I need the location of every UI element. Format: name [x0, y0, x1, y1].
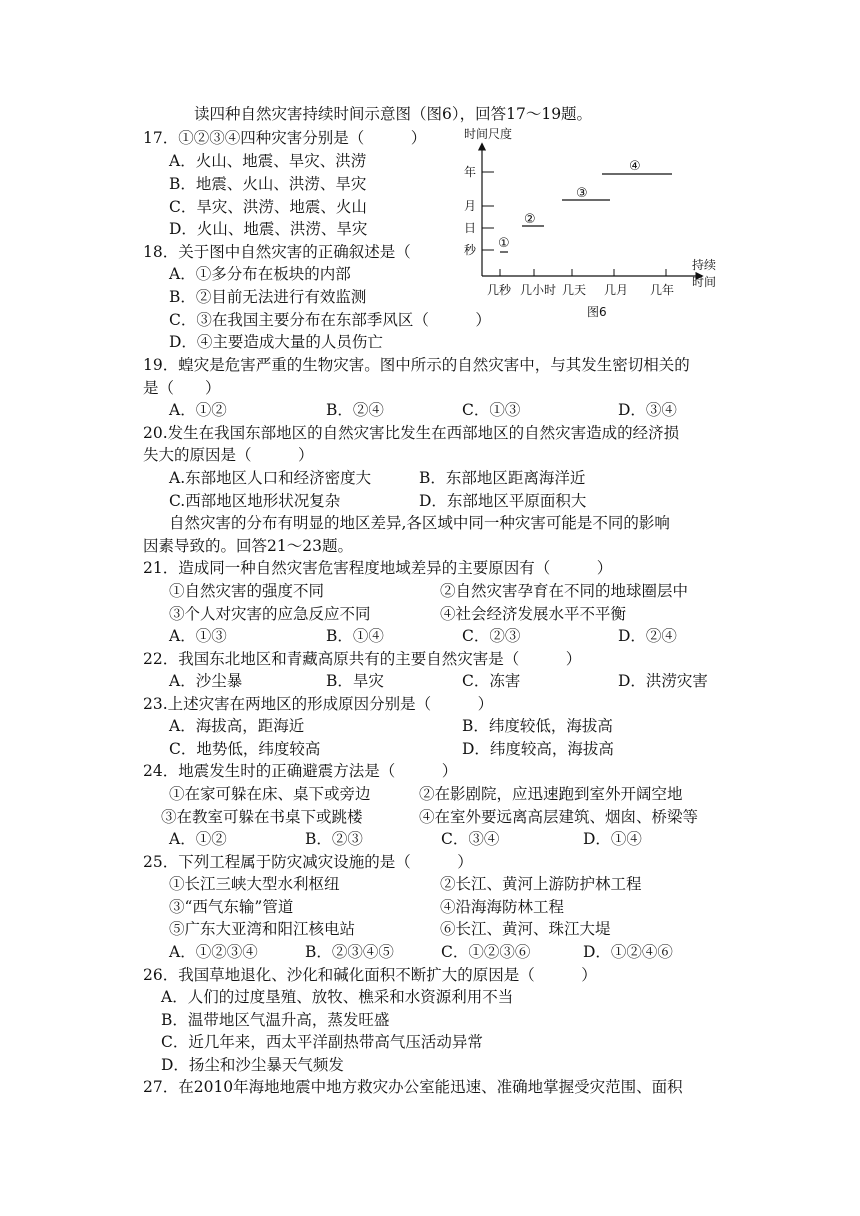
q26-option-c: C．近几年来，西太平洋副热带高气压活动异常 — [161, 1033, 483, 1051]
q19-option-c: C．①③ — [462, 401, 521, 419]
q18-option-c: C．③在我国主要分布在东部季风区（ ） — [169, 311, 491, 329]
q20-stem-line2: 失大的原因是（ ） — [143, 446, 314, 464]
q24-item-1: ①在家可躲在床、桌下或旁边 — [169, 785, 371, 803]
q20-option-d: D．东部地区平原面积大 — [419, 492, 587, 510]
q25-item-5: ⑤广东大亚湾和阳江核电站 — [169, 920, 356, 938]
marker-2: ② — [524, 212, 536, 227]
q19-option-a: A．①② — [169, 401, 227, 419]
q18-option-b: B．②目前无法进行有效监测 — [169, 288, 367, 306]
q23-stem: 23.上述灾害在两地区的形成原因分别是（ ） — [143, 695, 494, 713]
q23-option-d: D．纬度较高，海拔高 — [462, 740, 614, 758]
q23-option-a: A．海拔高，距海近 — [169, 717, 305, 735]
q19-option-d: D．③④ — [618, 401, 677, 419]
q17-stem: 17．①②③④四种灾害分别是（ ） — [143, 129, 427, 147]
q22-option-c: C．冻害 — [462, 672, 521, 690]
q24-item-2: ②在影剧院，应迅速跑到室外开阔空地 — [419, 785, 683, 803]
q21-option-d: D．②④ — [618, 627, 677, 645]
x-tick-label-days: 几天 — [562, 283, 587, 297]
q22-stem: 22．我国东北地区和青藏高原共有的主要自然灾害是（ ） — [143, 650, 582, 668]
x-tick-label-seconds: 几秒 — [487, 283, 512, 297]
q21-item-3: ③个人对灾害的应急反应不同 — [169, 605, 371, 623]
q24-option-c: C．③④ — [441, 830, 500, 848]
intro-q17-19: 读四种自然灾害持续时间示意图（图6），回答17～19题。 — [194, 105, 593, 123]
marker-4: ④ — [629, 159, 641, 174]
q25-item-6: ⑥长江、黄河、珠江大堤 — [440, 920, 611, 938]
q17-option-c: C．旱灾、洪涝、地震、火山 — [169, 198, 367, 216]
q21-item-4: ④社会经济发展水平不平衡 — [440, 605, 627, 623]
q25-option-c: C．①②③⑥ — [441, 943, 531, 961]
q18-option-d: D．④主要造成大量的人员伤亡 — [169, 333, 383, 351]
q24-stem: 24．地震发生时的正确避震方法是（ ） — [143, 762, 458, 780]
x-axis-title-line1: 持续 — [692, 258, 717, 272]
q25-option-d: D．①②④⑥ — [583, 943, 673, 961]
q25-item-4: ④沿海海防林工程 — [440, 898, 565, 916]
q18-stem: 18．关于图中自然灾害的正确叙述是（ — [143, 243, 411, 261]
q24-option-d: D．①④ — [583, 830, 642, 848]
y-tick-label-day: 日 — [464, 221, 477, 235]
q26-option-b: B．温带地区气温升高，蒸发旺盛 — [161, 1011, 390, 1029]
x-tick-label-hours: 几小时 — [520, 283, 557, 297]
q23-option-b: B．纬度较低，海拔高 — [462, 717, 613, 735]
q19-option-b: B．②④ — [326, 401, 384, 419]
x-axis-title-line2: 时间 — [692, 275, 717, 289]
q25-item-1: ①长江三峡大型水利枢纽 — [169, 875, 340, 893]
intro-q21-23-line1: 自然灾害的分布有明显的地区差异,各区域中同一种灾害可能是不同的影响 — [169, 514, 670, 532]
q25-option-b: B．②③④⑤ — [305, 943, 394, 961]
q22-option-d: D．洪涝灾害 — [618, 672, 708, 690]
q26-option-d: D．扬尘和沙尘暴天气频发 — [161, 1056, 344, 1074]
q20-stem-line1: 20.发生在我国东部地区的自然灾害比发生在西部地区的自然灾害造成的经济损 — [143, 424, 680, 442]
q21-option-c: C．②③ — [462, 627, 521, 645]
q21-item-1: ①自然灾害的强度不同 — [169, 582, 325, 600]
q20-option-c: C.西部地区地形状况复杂 — [169, 492, 341, 510]
marker-3: ③ — [576, 186, 588, 201]
q21-option-a: A．①③ — [169, 627, 227, 645]
y-tick-label-year: 年 — [464, 165, 477, 179]
q26-option-a: A．人们的过度垦殖、放牧、樵采和水资源利用不当 — [161, 988, 514, 1006]
y-axis-title: 时间尺度 — [464, 127, 513, 141]
q24-option-a: A．①② — [169, 830, 227, 848]
q23-option-c: C．地势低，纬度较高 — [169, 740, 321, 758]
q24-option-b: B．②③ — [305, 830, 363, 848]
q27-stem: 27．在2010年海地地震中地方救灾办公室能迅速、准确地掌握受灾范围、面积 — [143, 1078, 683, 1096]
marker-1: ① — [498, 236, 510, 251]
q22-option-b: B．旱灾 — [326, 672, 384, 690]
q19-stem-line1: 19．蝗灾是危害严重的生物灾害。图中所示的自然灾害中，与其发生密切相关的 — [143, 356, 690, 374]
intro-q21-23-line2: 因素导致的。回答21～23题。 — [143, 537, 353, 555]
q25-option-a: A．①②③④ — [169, 943, 258, 961]
q17-option-d: D．火山、地震、洪涝、旱灾 — [169, 220, 368, 238]
q18-option-a: A．①多分布在板块的内部 — [169, 265, 351, 283]
y-tick-label-month: 月 — [464, 199, 477, 213]
q22-option-a: A．沙尘暴 — [169, 672, 243, 690]
x-tick-label-months: 几月 — [604, 283, 629, 297]
q25-item-3: ③“西气东输”管道 — [169, 898, 294, 916]
q21-stem: 21．造成同一种自然灾害危害程度地域差异的主要原因有（ ） — [143, 559, 613, 577]
x-tick-label-years: 几年 — [650, 283, 675, 297]
q25-stem: 25．下列工程属于防灾减灾设施的是（ ） — [143, 853, 473, 871]
q20-option-a: A.东部地区人口和经济密度大 — [169, 469, 372, 487]
q26-stem: 26．我国草地退化、沙化和碱化面积不断扩大的原因是（ ） — [143, 966, 597, 984]
q24-item-3: ③在教室可躲在书桌下或跳楼 — [161, 808, 363, 826]
q21-option-b: B．①④ — [326, 627, 384, 645]
figure-6-diagram — [452, 124, 722, 324]
q17-option-b: B．地震、火山、洪涝、旱灾 — [169, 175, 367, 193]
q24-item-4: ④在室外要远离高层建筑、烟囱、桥梁等 — [419, 808, 699, 826]
q19-stem-line2: 是（ ） — [143, 379, 221, 397]
q21-item-2: ②自然灾害孕育在不同的地球圈层中 — [440, 582, 689, 600]
q17-option-a: A．火山、地震、旱灾、洪涝 — [169, 152, 367, 170]
q20-option-b: B．东部地区距离海洋近 — [419, 469, 586, 487]
figure-caption: 图6 — [587, 305, 607, 319]
q25-item-2: ②长江、黄河上游防护林工程 — [440, 875, 642, 893]
y-tick-label-second: 秒 — [464, 243, 477, 257]
